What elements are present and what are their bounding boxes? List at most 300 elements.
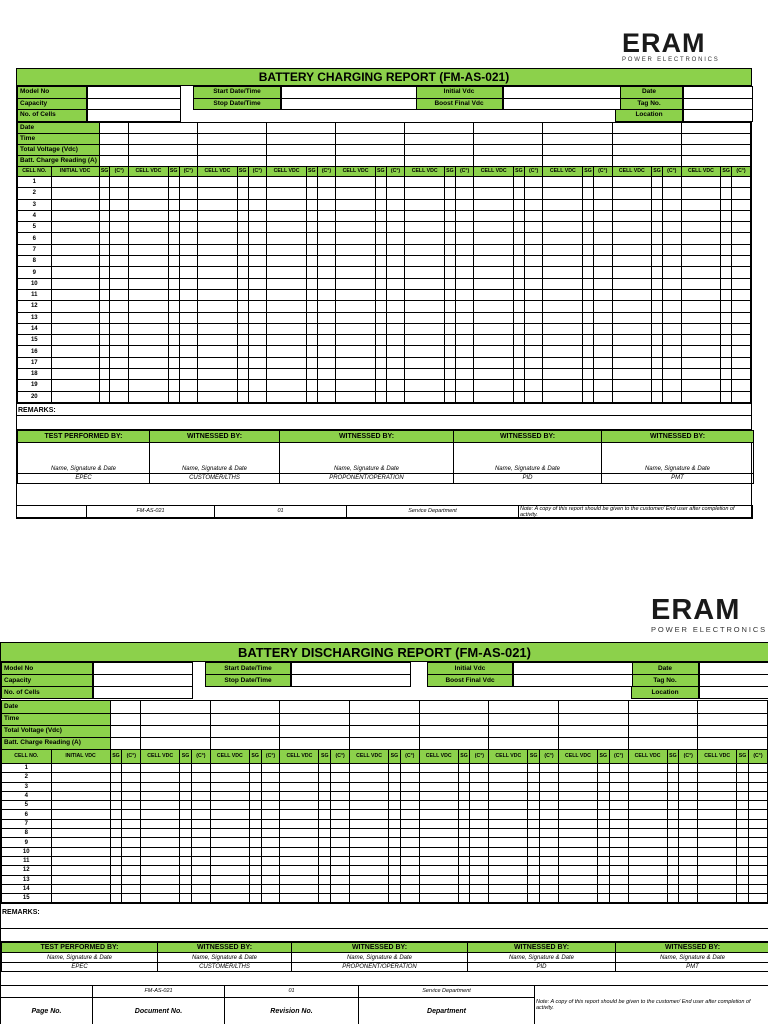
cell-input[interactable] [249,791,261,800]
cell-input[interactable] [375,244,386,255]
cell-input[interactable] [652,210,663,221]
cell-input[interactable] [444,256,455,267]
signature-area[interactable] [454,442,602,464]
cell-input[interactable] [444,278,455,289]
cell-input[interactable] [583,199,594,210]
cell-input[interactable] [698,764,737,773]
cell-input[interactable] [336,244,376,255]
cell-input[interactable] [524,222,543,233]
cell-input[interactable] [489,829,528,838]
cell-input[interactable] [267,369,307,380]
cell-input[interactable] [179,323,198,334]
cell-input[interactable] [237,278,248,289]
cell-input[interactable] [389,829,401,838]
cell-input[interactable] [99,346,110,357]
cell-input[interactable] [375,380,386,391]
cell-input[interactable] [458,764,470,773]
cell-input[interactable] [628,782,667,791]
cell-input[interactable] [470,791,489,800]
meas-value[interactable] [558,713,628,726]
cell-input[interactable] [524,323,543,334]
cell-input[interactable] [681,369,721,380]
cell-input[interactable] [455,289,474,300]
cell-input[interactable] [336,346,376,357]
cell-input[interactable] [261,866,280,875]
cell-input[interactable] [198,335,238,346]
cell-input[interactable] [474,380,514,391]
cell-input[interactable] [261,856,280,865]
cell-input[interactable] [180,764,192,773]
cell-input[interactable] [662,222,681,233]
cell-input[interactable] [583,346,594,357]
cell-input[interactable] [543,188,583,199]
cell-input[interactable] [612,199,652,210]
cell-input[interactable] [129,177,169,188]
cell-input[interactable] [732,335,751,346]
meas-value[interactable] [350,701,420,714]
cell-input[interactable] [237,267,248,278]
meas-value[interactable] [350,713,420,726]
cell-input[interactable] [455,177,474,188]
cell-input[interactable] [249,773,261,782]
cell-input[interactable] [168,312,179,323]
cell-input[interactable] [732,312,751,323]
cell-input[interactable] [386,210,405,221]
cell-input[interactable] [110,323,129,334]
cell-input[interactable] [317,210,336,221]
cell-input[interactable] [524,391,543,402]
cell-input[interactable] [350,764,389,773]
cell-input[interactable] [51,894,110,903]
cell-input[interactable] [662,369,681,380]
cell-input[interactable] [122,838,141,847]
meas-value[interactable] [543,156,612,167]
cell-input[interactable] [317,323,336,334]
cell-input[interactable] [198,323,238,334]
cell-input[interactable] [51,301,99,312]
cell-input[interactable] [681,244,721,255]
cell-input[interactable] [405,233,445,244]
cell-input[interactable] [419,791,458,800]
cell-input[interactable] [331,884,350,893]
cell-input[interactable] [319,894,331,903]
cell-input[interactable] [267,222,307,233]
cell-input[interactable] [667,875,679,884]
cell-input[interactable] [543,199,583,210]
cell-input[interactable] [280,856,319,865]
cell-input[interactable] [267,267,307,278]
cell-input[interactable] [386,312,405,323]
cell-input[interactable] [444,244,455,255]
cell-input[interactable] [737,894,749,903]
cell-input[interactable] [524,357,543,368]
cell-input[interactable] [540,829,559,838]
cell-input[interactable] [110,188,129,199]
cell-input[interactable] [721,323,732,334]
cell-input[interactable] [405,222,445,233]
cell-input[interactable] [583,233,594,244]
cell-input[interactable] [248,177,267,188]
cell-input[interactable] [681,188,721,199]
cell-input[interactable] [583,391,594,402]
cell-input[interactable] [122,829,141,838]
cell-input[interactable] [583,188,594,199]
cell-input[interactable] [514,278,525,289]
meas-value[interactable] [129,156,198,167]
cell-input[interactable] [597,764,609,773]
cell-input[interactable] [237,222,248,233]
cell-input[interactable] [540,810,559,819]
cell-input[interactable] [612,256,652,267]
cell-input[interactable] [168,357,179,368]
cell-input[interactable] [261,819,280,828]
cell-input[interactable] [681,391,721,402]
cell-input[interactable] [248,233,267,244]
cell-input[interactable] [470,884,489,893]
cell-input[interactable] [612,188,652,199]
cell-input[interactable] [543,177,583,188]
cell-input[interactable] [489,810,528,819]
cell-input[interactable] [386,289,405,300]
value-boost-vdc[interactable] [513,674,633,687]
cell-input[interactable] [141,866,180,875]
cell-input[interactable] [249,782,261,791]
cell-input[interactable] [528,838,540,847]
cell-input[interactable] [350,791,389,800]
cell-input[interactable] [558,829,597,838]
cell-input[interactable] [455,357,474,368]
cell-input[interactable] [319,884,331,893]
cell-input[interactable] [198,312,238,323]
cell-input[interactable] [583,301,594,312]
meas-value[interactable] [210,726,280,738]
cell-input[interactable] [198,222,238,233]
cell-input[interactable] [662,323,681,334]
cell-input[interactable] [681,312,721,323]
cell-input[interactable] [141,773,180,782]
cell-input[interactable] [317,289,336,300]
cell-input[interactable] [543,210,583,221]
cell-input[interactable] [336,210,376,221]
cell-input[interactable] [543,244,583,255]
cell-input[interactable] [444,312,455,323]
meas-value[interactable] [336,123,405,134]
cell-input[interactable] [198,391,238,402]
cell-input[interactable] [110,829,122,838]
meas-value[interactable] [110,738,141,750]
cell-input[interactable] [317,301,336,312]
meas-value[interactable] [405,123,474,134]
cell-input[interactable] [748,866,767,875]
meas-value[interactable] [419,713,489,726]
cell-input[interactable] [444,199,455,210]
cell-input[interactable] [51,369,99,380]
cell-input[interactable] [474,289,514,300]
cell-input[interactable] [540,801,559,810]
cell-input[interactable] [141,829,180,838]
cell-input[interactable] [667,782,679,791]
signature-area[interactable] [18,442,150,464]
cell-input[interactable] [593,380,612,391]
cell-input[interactable] [514,233,525,244]
cell-input[interactable] [210,773,249,782]
cell-input[interactable] [543,312,583,323]
cell-input[interactable] [179,335,198,346]
cell-input[interactable] [267,278,307,289]
cell-input[interactable] [405,278,445,289]
meas-value[interactable] [698,713,768,726]
meas-value[interactable] [99,156,128,167]
cell-input[interactable] [444,369,455,380]
cell-input[interactable] [489,894,528,903]
cell-input[interactable] [141,856,180,865]
cell-input[interactable] [179,278,198,289]
cell-input[interactable] [400,819,419,828]
cell-input[interactable] [237,335,248,346]
cell-input[interactable] [237,244,248,255]
cell-input[interactable] [129,278,169,289]
cell-input[interactable] [237,301,248,312]
cell-input[interactable] [748,782,767,791]
cell-input[interactable] [237,312,248,323]
cell-input[interactable] [583,256,594,267]
cell-input[interactable] [748,847,767,856]
cell-input[interactable] [280,847,319,856]
cell-input[interactable] [198,233,238,244]
cell-input[interactable] [612,335,652,346]
cell-input[interactable] [455,380,474,391]
cell-input[interactable] [748,875,767,884]
meas-value[interactable] [267,123,336,134]
cell-input[interactable] [662,278,681,289]
cell-input[interactable] [721,289,732,300]
cell-input[interactable] [583,289,594,300]
cell-input[interactable] [99,177,110,188]
cell-input[interactable] [129,244,169,255]
cell-input[interactable] [180,847,192,856]
cell-input[interactable] [444,233,455,244]
cell-input[interactable] [609,884,628,893]
cell-input[interactable] [628,801,667,810]
cell-input[interactable] [652,177,663,188]
cell-input[interactable] [180,773,192,782]
cell-input[interactable] [543,346,583,357]
cell-input[interactable] [237,233,248,244]
cell-input[interactable] [389,764,401,773]
cell-input[interactable] [389,847,401,856]
cell-input[interactable] [470,764,489,773]
cell-input[interactable] [612,312,652,323]
cell-input[interactable] [681,222,721,233]
cell-input[interactable] [180,810,192,819]
cell-input[interactable] [317,380,336,391]
cell-input[interactable] [267,256,307,267]
cell-input[interactable] [122,866,141,875]
cell-input[interactable] [129,256,169,267]
cell-input[interactable] [737,866,749,875]
cell-input[interactable] [306,177,317,188]
cell-input[interactable] [558,773,597,782]
cell-input[interactable] [558,866,597,875]
cell-input[interactable] [336,188,376,199]
cell-input[interactable] [122,856,141,865]
cell-input[interactable] [543,335,583,346]
cell-input[interactable] [405,301,445,312]
cell-input[interactable] [180,875,192,884]
cell-input[interactable] [558,764,597,773]
meas-value[interactable] [628,713,698,726]
cell-input[interactable] [306,210,317,221]
cell-input[interactable] [386,267,405,278]
meas-value[interactable] [698,726,768,738]
cell-input[interactable] [662,233,681,244]
cell-input[interactable] [470,838,489,847]
cell-input[interactable] [331,782,350,791]
cell-input[interactable] [681,233,721,244]
cell-input[interactable] [267,289,307,300]
cell-input[interactable] [609,801,628,810]
meas-value[interactable] [543,123,612,134]
cell-input[interactable] [593,244,612,255]
cell-input[interactable] [524,210,543,221]
cell-input[interactable] [51,357,99,368]
cell-input[interactable] [99,256,110,267]
cell-input[interactable] [350,810,389,819]
cell-input[interactable] [593,199,612,210]
cell-input[interactable] [129,210,169,221]
cell-input[interactable] [261,773,280,782]
cell-input[interactable] [51,847,110,856]
cell-input[interactable] [405,289,445,300]
meas-value[interactable] [405,134,474,145]
cell-input[interactable] [210,764,249,773]
cell-input[interactable] [210,791,249,800]
cell-input[interactable] [129,323,169,334]
cell-input[interactable] [528,819,540,828]
cell-input[interactable] [267,380,307,391]
meas-value[interactable] [474,145,543,156]
cell-input[interactable] [455,267,474,278]
cell-input[interactable] [583,210,594,221]
cell-input[interactable] [99,380,110,391]
meas-value[interactable] [474,123,543,134]
cell-input[interactable] [99,357,110,368]
cell-input[interactable] [583,278,594,289]
cell-input[interactable] [732,301,751,312]
cell-input[interactable] [331,875,350,884]
cell-input[interactable] [248,301,267,312]
cell-input[interactable] [489,838,528,847]
cell-input[interactable] [110,312,129,323]
cell-input[interactable] [129,346,169,357]
cell-input[interactable] [662,188,681,199]
cell-input[interactable] [474,233,514,244]
cell-input[interactable] [514,380,525,391]
cell-input[interactable] [336,177,376,188]
cell-input[interactable] [732,278,751,289]
cell-input[interactable] [524,188,543,199]
cell-input[interactable] [662,391,681,402]
cell-input[interactable] [609,866,628,875]
cell-input[interactable] [400,782,419,791]
cell-input[interactable] [514,210,525,221]
cell-input[interactable] [470,856,489,865]
cell-input[interactable] [191,829,210,838]
cell-input[interactable] [444,335,455,346]
cell-input[interactable] [141,819,180,828]
cell-input[interactable] [662,267,681,278]
cell-input[interactable] [628,866,667,875]
cell-input[interactable] [679,856,698,865]
cell-input[interactable] [612,357,652,368]
cell-input[interactable] [168,278,179,289]
cell-input[interactable] [319,838,331,847]
cell-input[interactable] [389,773,401,782]
cell-input[interactable] [609,894,628,903]
cell-input[interactable] [336,312,376,323]
cell-input[interactable] [331,847,350,856]
cell-input[interactable] [489,773,528,782]
cell-input[interactable] [597,801,609,810]
cell-input[interactable] [732,177,751,188]
cell-input[interactable] [662,199,681,210]
cell-input[interactable] [612,289,652,300]
cell-input[interactable] [628,894,667,903]
cell-input[interactable] [249,875,261,884]
meas-value[interactable] [612,123,681,134]
cell-input[interactable] [179,312,198,323]
cell-input[interactable] [249,894,261,903]
cell-input[interactable] [543,256,583,267]
cell-input[interactable] [737,884,749,893]
cell-input[interactable] [249,866,261,875]
cell-input[interactable] [331,791,350,800]
cell-input[interactable] [336,391,376,402]
cell-input[interactable] [652,335,663,346]
cell-input[interactable] [455,312,474,323]
cell-input[interactable] [280,838,319,847]
cell-input[interactable] [249,884,261,893]
cell-input[interactable] [122,819,141,828]
cell-input[interactable] [249,810,261,819]
cell-input[interactable] [319,866,331,875]
cell-input[interactable] [444,357,455,368]
cell-input[interactable] [419,894,458,903]
cell-input[interactable] [168,346,179,357]
cell-input[interactable] [129,369,169,380]
cell-input[interactable] [748,764,767,773]
cell-input[interactable] [737,838,749,847]
cell-input[interactable] [129,380,169,391]
cell-input[interactable] [458,801,470,810]
cell-input[interactable] [110,210,129,221]
cell-input[interactable] [737,764,749,773]
cell-input[interactable] [652,278,663,289]
cell-input[interactable] [628,838,667,847]
cell-input[interactable] [331,773,350,782]
cell-input[interactable] [267,177,307,188]
cell-input[interactable] [110,866,122,875]
cell-input[interactable] [628,791,667,800]
cell-input[interactable] [737,791,749,800]
cell-input[interactable] [317,357,336,368]
cell-input[interactable] [110,875,122,884]
cell-input[interactable] [524,244,543,255]
cell-input[interactable] [261,847,280,856]
cell-input[interactable] [191,838,210,847]
cell-input[interactable] [593,335,612,346]
cell-input[interactable] [129,301,169,312]
